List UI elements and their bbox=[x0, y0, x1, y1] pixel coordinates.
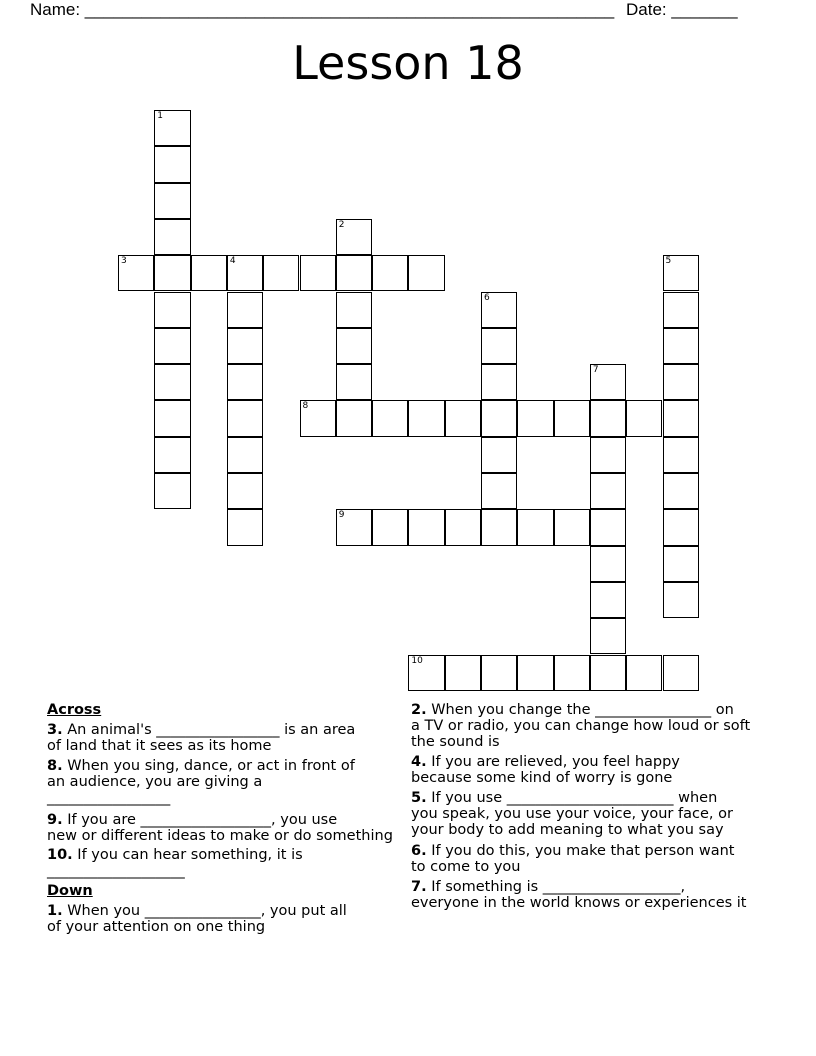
crossword-cell[interactable] bbox=[481, 509, 517, 545]
crossword-cell[interactable] bbox=[227, 400, 263, 436]
clue-down-4: 4. If you are relieved, you feel happy because some kind of worry is gone bbox=[411, 754, 680, 786]
crossword-cell[interactable] bbox=[227, 364, 263, 400]
crossword-cell[interactable] bbox=[445, 509, 481, 545]
crossword-cell[interactable] bbox=[336, 219, 372, 255]
crossword-cell[interactable] bbox=[227, 292, 263, 328]
crossword-cell[interactable] bbox=[408, 509, 444, 545]
crossword-cell[interactable] bbox=[336, 400, 372, 436]
clue-across-3: 3. An animal's _________________ is an area of land that it sees as its home bbox=[47, 722, 356, 754]
crossword-cell[interactable] bbox=[481, 364, 517, 400]
crossword-cell[interactable] bbox=[408, 400, 444, 436]
crossword-cell[interactable] bbox=[663, 546, 699, 582]
clue-down-7: 7. If something is ___________________, everyone in the world knows or experiences it bbox=[411, 879, 747, 911]
crossword-cell[interactable] bbox=[154, 328, 190, 364]
crossword-cell[interactable] bbox=[227, 437, 263, 473]
crossword-cell[interactable] bbox=[300, 255, 336, 291]
crossword-cell[interactable] bbox=[336, 255, 372, 291]
crossword-cell[interactable] bbox=[481, 400, 517, 436]
clue-down-6: 6. If you do this, you make that person want to come to you bbox=[411, 843, 735, 875]
crossword-cell[interactable] bbox=[663, 292, 699, 328]
crossword-cell[interactable] bbox=[336, 292, 372, 328]
crossword-cell[interactable] bbox=[517, 400, 553, 436]
crossword-cell[interactable] bbox=[154, 146, 190, 182]
clue-across-9: 9. If you are __________________, you use new or different ideas to make or do something bbox=[47, 812, 393, 844]
crossword-cell[interactable] bbox=[481, 473, 517, 509]
crossword-cell[interactable] bbox=[590, 437, 626, 473]
clue-across-10: 10. If you can hear something, it is ___________________ bbox=[47, 847, 303, 879]
crossword-cell[interactable] bbox=[154, 110, 190, 146]
crossword-cell[interactable] bbox=[663, 255, 699, 291]
crossword-cell[interactable] bbox=[481, 437, 517, 473]
cell-number: 10 bbox=[411, 655, 423, 666]
crossword-cell[interactable] bbox=[227, 473, 263, 509]
crossword-cell[interactable] bbox=[481, 292, 517, 328]
cell-number: 1 bbox=[157, 111, 164, 121]
crossword-cell[interactable] bbox=[590, 473, 626, 509]
crossword-cell[interactable] bbox=[517, 655, 553, 691]
crossword-cell[interactable] bbox=[590, 364, 626, 400]
cell-number: 6 bbox=[484, 292, 490, 303]
crossword-cell[interactable] bbox=[227, 328, 263, 364]
cell-number: 8 bbox=[302, 401, 309, 412]
cell-number: 4 bbox=[229, 256, 236, 267]
crossword-cell[interactable] bbox=[227, 509, 263, 545]
crossword-cell[interactable] bbox=[481, 328, 517, 364]
crossword-cell[interactable] bbox=[154, 255, 190, 291]
page-title: Lesson 18 bbox=[292, 36, 524, 90]
cell-number: 7 bbox=[592, 365, 599, 376]
crossword-cell[interactable] bbox=[626, 400, 662, 436]
crossword-cell[interactable] bbox=[554, 400, 590, 436]
cell-number: 2 bbox=[338, 219, 345, 230]
crossword-cell[interactable] bbox=[445, 655, 481, 691]
crossword-cell[interactable] bbox=[154, 364, 190, 400]
crossword-cell[interactable] bbox=[517, 509, 553, 545]
crossword-cell[interactable] bbox=[154, 400, 190, 436]
cell-number: 9 bbox=[338, 510, 345, 521]
clue-down-5: 5. If you use _______________________ when you speak, you use your voice, your face, or your body to add meaning to what you say bbox=[411, 790, 733, 838]
name-field[interactable]: Name: ________________________________________________________ bbox=[30, 0, 615, 19]
cell-number: 5 bbox=[665, 256, 672, 267]
crossword-cell[interactable] bbox=[590, 655, 626, 691]
crossword-cell[interactable] bbox=[554, 509, 590, 545]
crossword-cell[interactable] bbox=[336, 364, 372, 400]
date-field[interactable]: Date: _______ bbox=[626, 0, 738, 19]
crossword-cell[interactable] bbox=[372, 509, 408, 545]
crossword-cell[interactable] bbox=[481, 655, 517, 691]
crossword-cell[interactable] bbox=[663, 364, 699, 400]
crossword-cell[interactable] bbox=[590, 582, 626, 618]
clue-down-2: 2. When you change the ________________ on a TV or radio, you can change how loud or soft the sound is bbox=[411, 702, 751, 750]
crossword-cell[interactable] bbox=[227, 255, 263, 291]
crossword-cell[interactable] bbox=[336, 328, 372, 364]
crossword-cell[interactable] bbox=[300, 400, 336, 436]
crossword-cell[interactable] bbox=[336, 509, 372, 545]
crossword-cell[interactable] bbox=[663, 473, 699, 509]
crossword-cell[interactable] bbox=[408, 255, 444, 291]
crossword-cell[interactable] bbox=[154, 219, 190, 255]
crossword-cell[interactable] bbox=[191, 255, 227, 291]
crossword-cell[interactable] bbox=[554, 655, 590, 691]
crossword-cell[interactable] bbox=[590, 546, 626, 582]
crossword-cell[interactable] bbox=[663, 509, 699, 545]
crossword-cell[interactable] bbox=[626, 655, 662, 691]
crossword-cell[interactable] bbox=[590, 400, 626, 436]
clue-down-1: 1. When you ________________, you put all of your attention on one thing bbox=[47, 903, 347, 935]
crossword-cell[interactable] bbox=[663, 655, 699, 691]
crossword-cell[interactable] bbox=[154, 292, 190, 328]
crossword-cell[interactable] bbox=[590, 509, 626, 545]
crossword-cell[interactable] bbox=[408, 655, 444, 691]
crossword-cell[interactable] bbox=[663, 400, 699, 436]
across-heading: Across bbox=[47, 702, 102, 718]
crossword-cell[interactable] bbox=[154, 473, 190, 509]
down-heading: Down bbox=[47, 883, 93, 899]
crossword-cell[interactable] bbox=[372, 400, 408, 436]
crossword-cell[interactable] bbox=[263, 255, 299, 291]
crossword-cell[interactable] bbox=[663, 437, 699, 473]
crossword-cell[interactable] bbox=[445, 400, 481, 436]
crossword-cell[interactable] bbox=[663, 328, 699, 364]
clue-across-8: 8. When you sing, dance, or act in front of an audience, you are giving a _________________ bbox=[47, 758, 355, 806]
crossword-cell[interactable] bbox=[118, 255, 154, 291]
crossword-cell[interactable] bbox=[663, 582, 699, 618]
cell-number: 3 bbox=[121, 256, 127, 267]
crossword-cell[interactable] bbox=[372, 255, 408, 291]
crossword-cell[interactable] bbox=[154, 183, 190, 219]
crossword-cell[interactable] bbox=[590, 618, 626, 654]
crossword-cell[interactable] bbox=[154, 437, 190, 473]
